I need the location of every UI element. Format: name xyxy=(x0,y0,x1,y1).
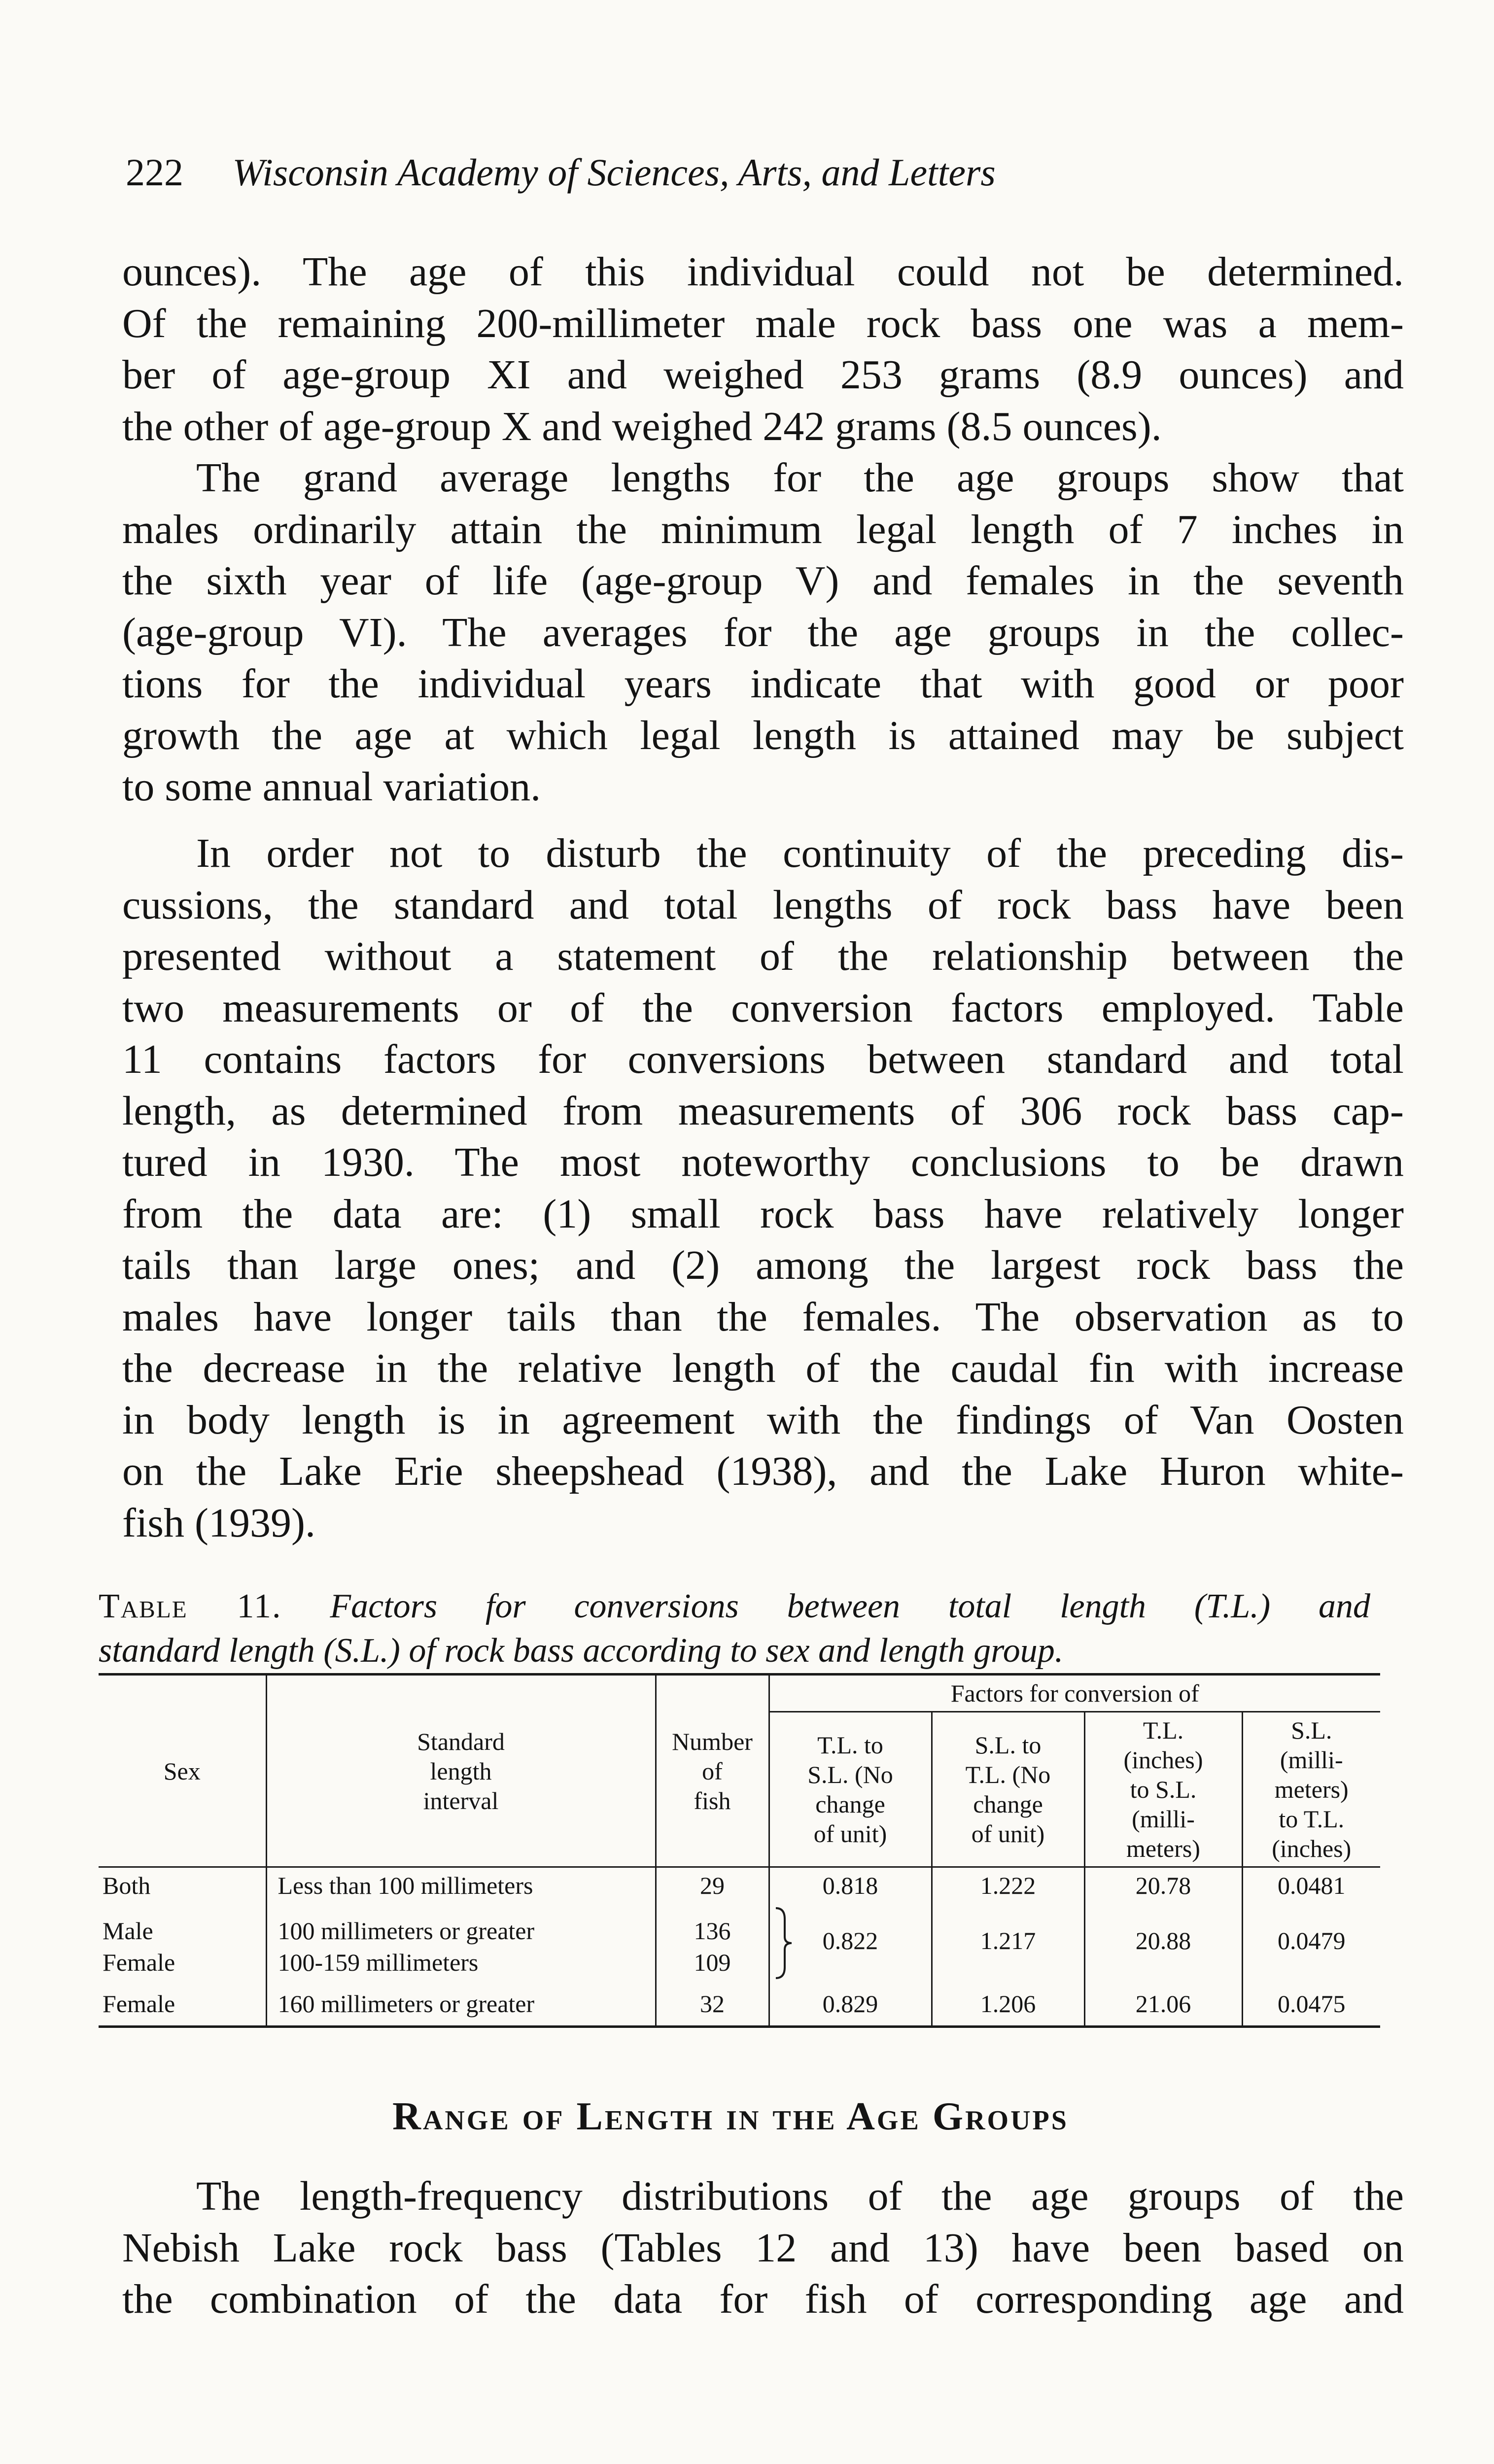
cell-tl-sl: 0.818 xyxy=(769,1867,932,1904)
table-caption xyxy=(99,1584,1370,1673)
text-line: In order not to disturb the continuity of the preceding dis- xyxy=(196,830,1404,876)
text-line: tured in 1930. The most noteworthy conclusions to be drawn xyxy=(122,1139,1404,1185)
text-line: on the Lake Erie sheepshead (1938), and the Lake Huron white- xyxy=(122,1448,1404,1494)
cell-interval: 100 millimeters or greater xyxy=(266,1903,656,1947)
table-label: Table 11. xyxy=(99,1587,282,1625)
text-line: from the data are: (1) small rock bass have relatively longer xyxy=(122,1191,1404,1237)
cell-tl-in-sl-mm-grouped: 20.88 xyxy=(1084,1903,1242,1978)
text-line: length, as determined from measurements of 306 rock bass cap- xyxy=(122,1088,1404,1134)
cell-sl-tl-grouped: 1.217 xyxy=(932,1903,1084,1978)
text-line: growth the age at which legal length is attained may be subject xyxy=(122,712,1404,758)
text-line: the decrease in the relative length of the caudal fin with increase xyxy=(122,1345,1404,1391)
header-number: Number of fish xyxy=(656,1675,769,1867)
paragraph-conversion-factors xyxy=(122,828,1404,1549)
text-line: The length-frequency distributions of the age groups of the xyxy=(196,2173,1404,2219)
header-factors-group: Factors for conversion of xyxy=(769,1675,1380,1712)
header-sex: Sex xyxy=(99,1675,266,1867)
text-line: cussions, the standard and total lengths of rock bass have been xyxy=(122,882,1404,928)
cell-sex: Both xyxy=(99,1867,266,1904)
text-line: ounces). The age of this individual could not be determined. xyxy=(122,249,1404,295)
table-11-container xyxy=(99,1673,1380,2077)
text-line: two measurements or of the conversion factors employed. Table xyxy=(122,985,1404,1031)
running-head xyxy=(126,148,1388,197)
right-brace-icon xyxy=(774,1906,794,1980)
header-tl-inches-to-sl-mm: T.L. (inches) to S.L. (milli- meters) xyxy=(1084,1712,1242,1867)
page-number: 222 xyxy=(126,151,183,194)
text-line: The grand average lengths for the age groups show that xyxy=(196,455,1404,501)
header-tl-to-sl: T.L. to S.L. (No change of unit) xyxy=(769,1712,932,1867)
text-line: presented without a statement of the relationship between the xyxy=(122,933,1404,979)
cell-sex: Male xyxy=(99,1903,266,1947)
text-line: Nebish Lake rock bass (Tables 12 and 13) have been based on xyxy=(122,2224,1404,2271)
grouped-value: 0.822 xyxy=(822,1927,878,1954)
header-sl-to-tl: S.L. to T.L. (No change of unit) xyxy=(932,1712,1084,1867)
text-line: ber of age-group XI and weighed 253 grams (8.9 ounces) and xyxy=(122,352,1404,398)
cell-sl-tl: 1.206 xyxy=(932,1978,1084,2027)
text-line: males ordinarily attain the minimum legal length of 7 inches in xyxy=(122,506,1404,552)
text-line: fish (1939). xyxy=(122,1500,315,1546)
caption-line: standard length (S.L.) of rock bass according to sex and length group. xyxy=(99,1632,1064,1670)
caption-line: Factors for conversions between total length (T.L.) and xyxy=(330,1587,1371,1625)
cell-sl-mm-tl-in-grouped: 0.0479 xyxy=(1278,1927,1346,1954)
section-heading: Range of Length in the Age Groups xyxy=(392,2095,1069,2138)
text-line: the combination of the data for fish of corresponding age and xyxy=(122,2276,1404,2322)
cell-sex: Female xyxy=(99,1978,266,2027)
cell-number: 29 xyxy=(656,1867,769,1904)
text-line: Of the remaining 200-millimeter male rock bass one was a mem- xyxy=(122,300,1404,346)
cell-sl-mm-tl-in: 0.0481 xyxy=(1278,1872,1346,1899)
cell-number: 136 xyxy=(656,1903,769,1947)
text-line: the other of age-group X and weighed 242 grams (8.5 ounces). xyxy=(122,403,1162,449)
cell-number: 32 xyxy=(656,1978,769,2027)
cell-tl-sl-grouped xyxy=(769,1903,932,1978)
text-line: tions for the individual years indicate that with good or poor xyxy=(122,661,1404,707)
cell-sl-tl: 1.222 xyxy=(932,1867,1084,1904)
text-line: in body length is in agreement with the findings of Van Oosten xyxy=(122,1397,1404,1443)
cell-interval: 100-159 millimeters xyxy=(266,1947,656,1978)
text-line: males have longer tails than the females. The observation as to xyxy=(122,1294,1404,1340)
text-line: (age-group VI). The averages for the age groups in the collec- xyxy=(122,609,1404,655)
text-line: to some annual variation. xyxy=(122,764,541,810)
header-sl-mm-to-tl-inches: S.L. (milli- meters) to T.L. (inches) xyxy=(1242,1712,1380,1867)
cell-tl-in-sl-mm: 21.06 xyxy=(1084,1978,1242,2027)
journal-title: Wisconsin Academy of Sciences, Arts, and Letters xyxy=(232,151,996,194)
text-line: the sixth year of life (age-group V) and females in the seventh xyxy=(122,558,1404,604)
cell-interval: Less than 100 millimeters xyxy=(266,1867,656,1904)
paragraph-length-frequency xyxy=(122,2171,1404,2326)
paragraph-grand-average xyxy=(122,452,1404,813)
header-interval: Standard length interval xyxy=(266,1675,656,1867)
text-line: tails than large ones; and (2) among the largest rock bass the xyxy=(122,1242,1404,1288)
table-row xyxy=(99,1978,1380,2027)
table-row xyxy=(99,1903,1380,1947)
cell-interval: 160 millimeters or greater xyxy=(266,1978,656,2027)
text-line: 11 contains factors for conversions between standard and total xyxy=(122,1036,1404,1082)
cell-tl-sl: 0.829 xyxy=(769,1978,932,2027)
cell-sex: Female xyxy=(99,1947,266,1978)
conversion-factors-table xyxy=(99,1673,1380,2028)
table-row xyxy=(99,1867,1380,1904)
cell-tl-in-sl-mm: 20.78 xyxy=(1084,1867,1242,1904)
cell-sl-mm-tl-in: 0.0475 xyxy=(1278,1990,1346,2018)
cell-number: 109 xyxy=(656,1947,769,1978)
paragraph-continuation xyxy=(122,246,1404,452)
